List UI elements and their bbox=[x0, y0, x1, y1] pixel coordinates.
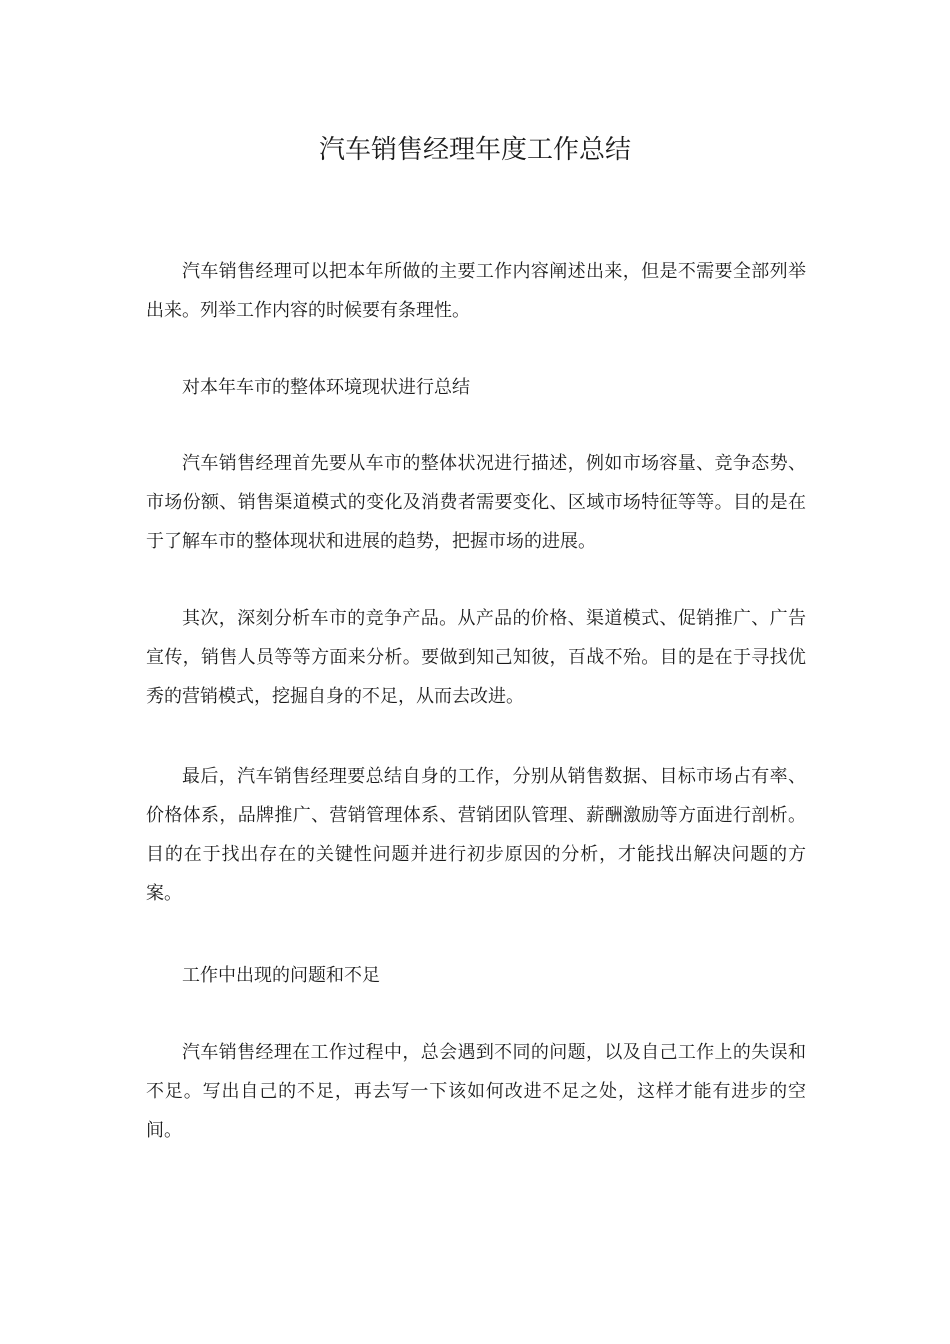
document-title: 汽车销售经理年度工作总结 bbox=[318, 135, 631, 165]
self-review-paragraph: 最后，汽车销售经理要总结自身的工作，分别从销售数据、目标市场占有率、价格体系，品牌推广、营销管理体系、营销团队管理、薪酬激励等方面进行剖析。目的在于找出存在的关键性问题并进行初步原因的分析，才能找出解决问题的方案。 bbox=[146, 766, 806, 904]
section-heading-market-summary: 对本年车市的整体环境现状进行总结 bbox=[182, 377, 470, 398]
problems-paragraph: 汽车销售经理在工作过程中，总会遇到不同的问题，以及自己工作上的失误和不足。写出自己的不足，再去写一下该如何改进不足之处，这样才能有进步的空间。 bbox=[146, 1042, 806, 1141]
market-overview-paragraph: 汽车销售经理首先要从车市的整体状况进行描述，例如市场容量、竞争态势、市场份额、销售渠道模式的变化及消费者需要变化、区域市场特征等等。目的是在于了解车市的整体现状和进展的趋势，把握市场的进展。 bbox=[146, 453, 806, 552]
competition-analysis-paragraph: 其次，深刻分析车市的竞争产品。从产品的价格、渠道模式、促销推广、广告宣传，销售人员等等方面来分析。要做到知己知彼，百战不殆。目的是在于寻找优秀的营销模式，挖掘自身的不足，从而去改进。 bbox=[146, 608, 806, 707]
section-heading-problems: 工作中出现的问题和不足 bbox=[182, 965, 380, 986]
intro-paragraph: 汽车销售经理可以把本年所做的主要工作内容阐述出来，但是不需要全部列举出来。列举工作内容的时候要有条理性。 bbox=[146, 261, 806, 321]
